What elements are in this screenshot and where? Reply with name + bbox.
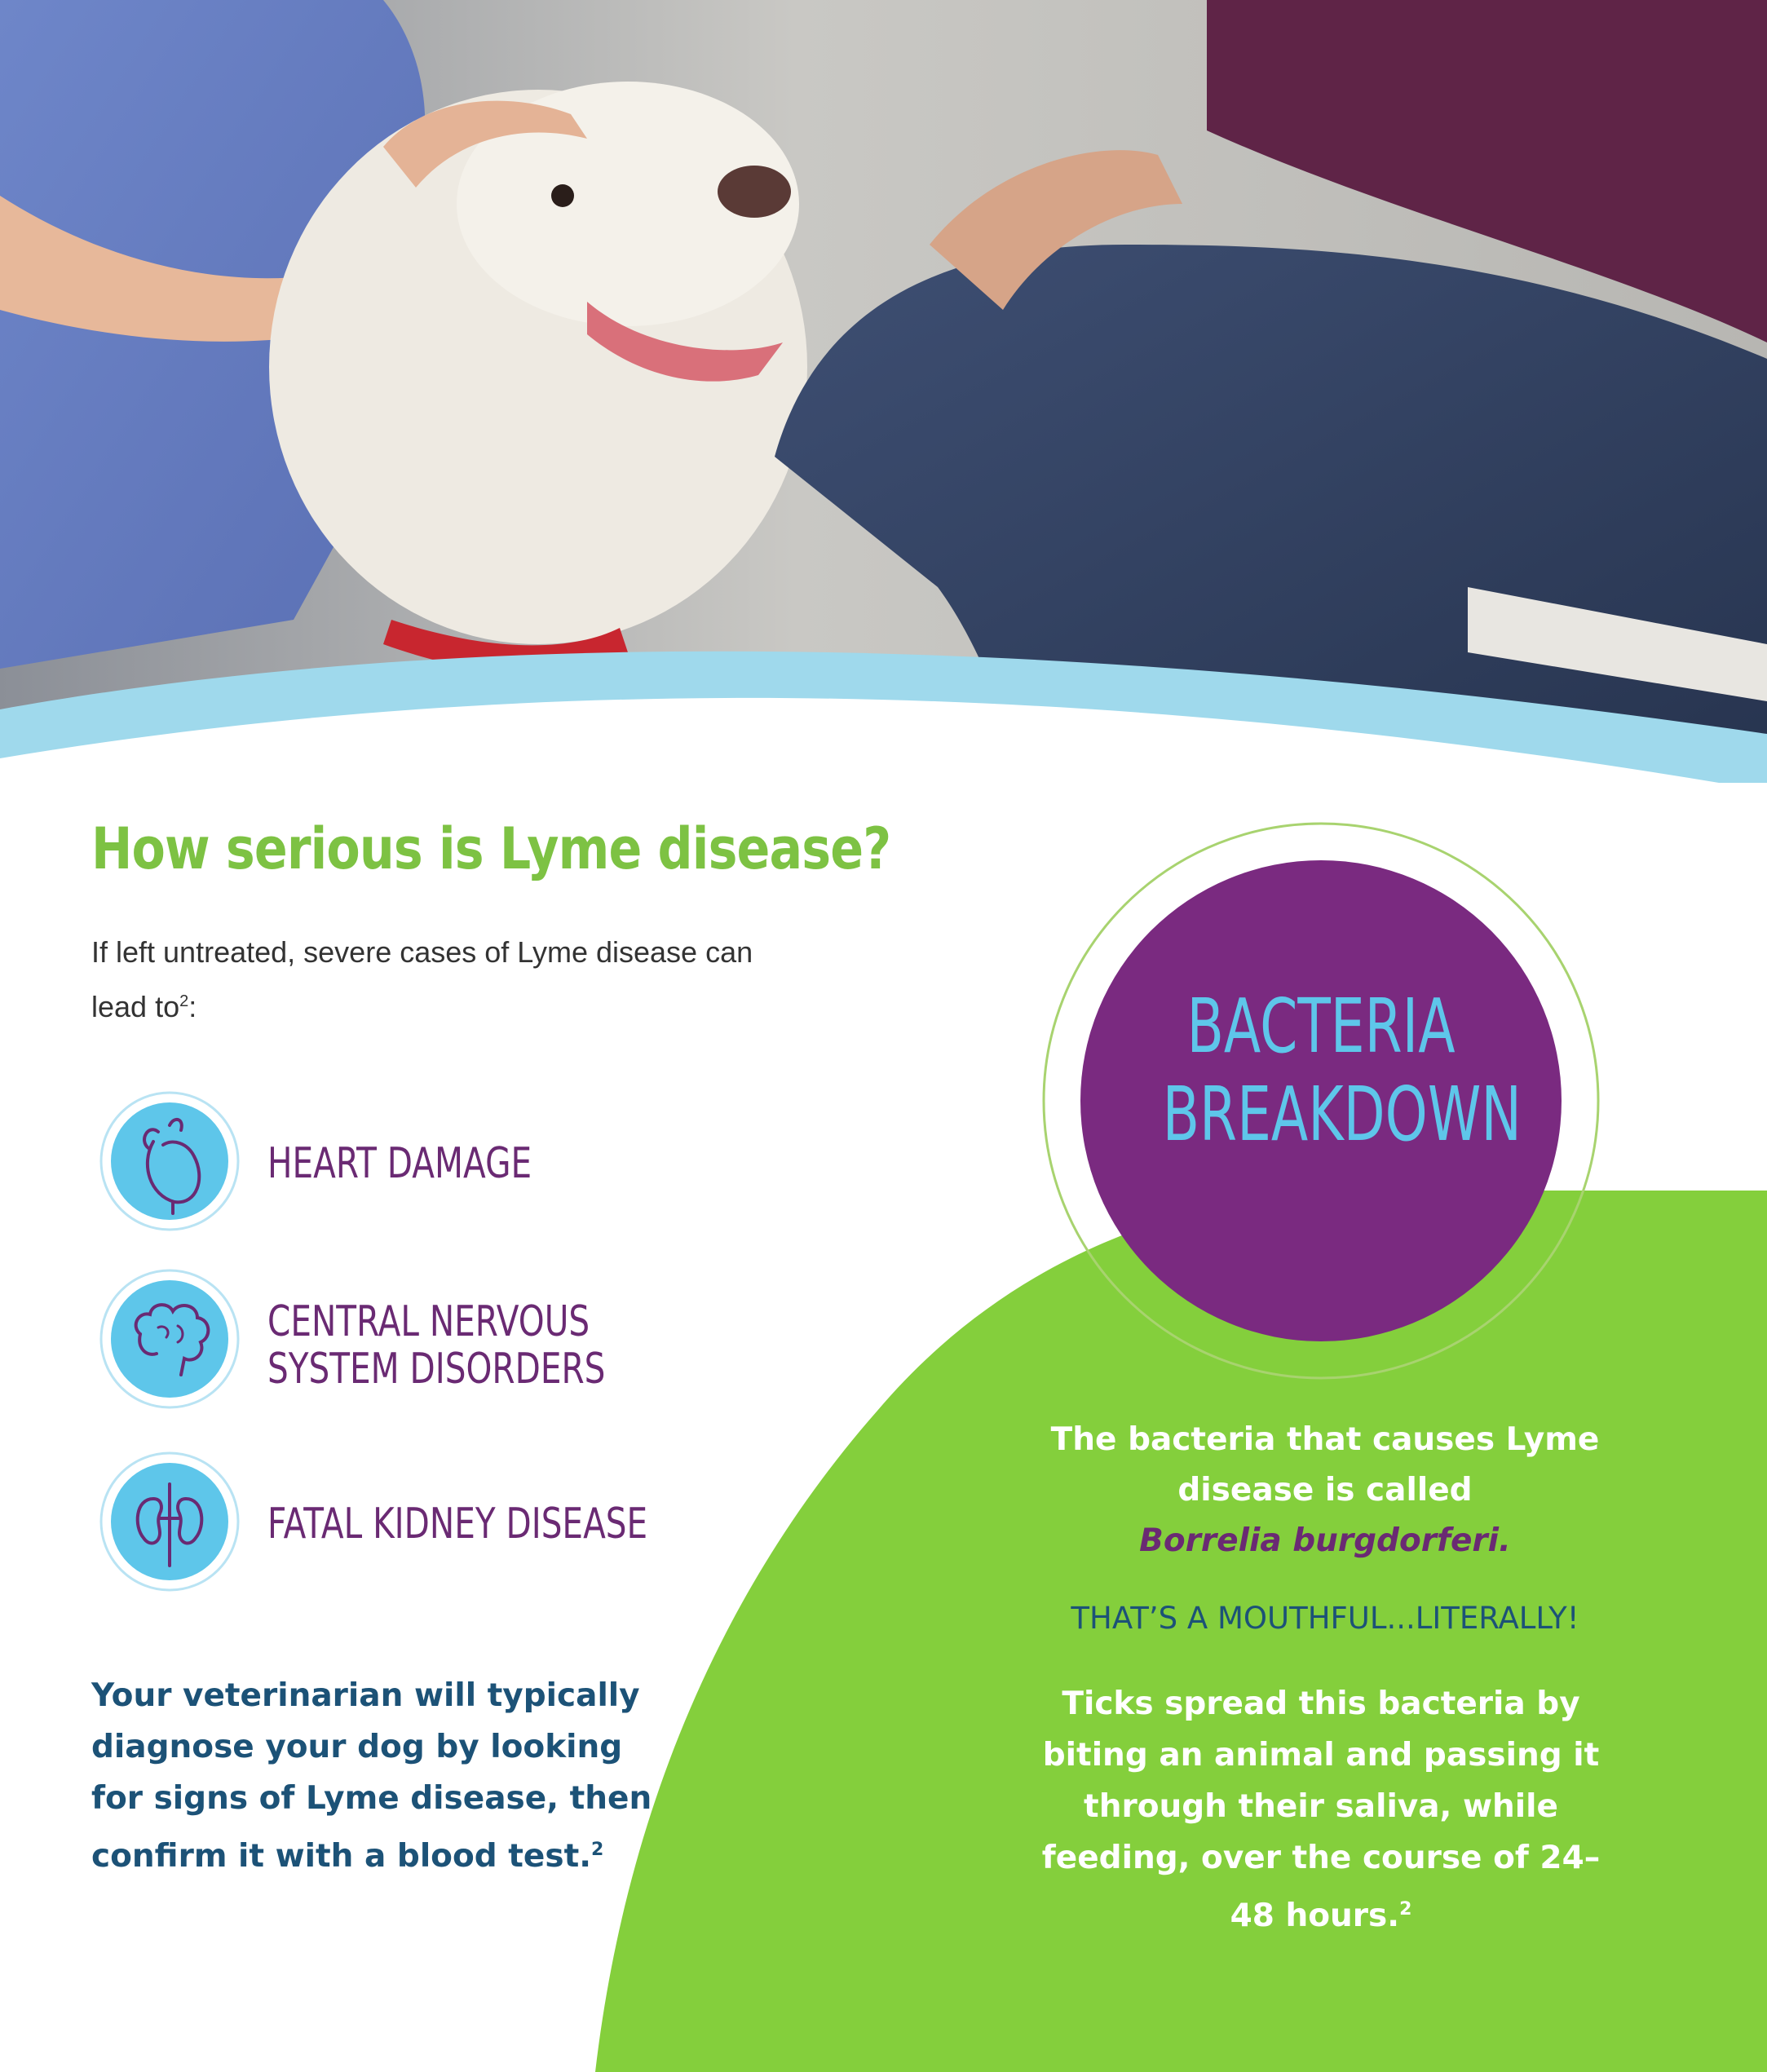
risk-heart: [99, 1091, 833, 1234]
scientific-name: Borrelia burgdorferi.: [1139, 1522, 1511, 1559]
risk-label-heart: HEART DAMAGE: [267, 1139, 532, 1188]
intro-text: If left untreated, severe cases of Lyme disease can lead $to^2$:: [91, 935, 753, 1023]
brain-icon: [99, 1269, 240, 1409]
kidney-icon: [99, 1451, 240, 1592]
risk-kidney: [99, 1451, 833, 1594]
risk-label-nervous-line2: SYSTEM DISORDERS: [267, 1345, 606, 1394]
bacteria-intro-text: The bacteria that causes Lyme disease is called: [1050, 1421, 1600, 1509]
page-title: How serious is Lyme disease?: [91, 815, 891, 882]
ticks-explanation: Ticks spread this bacteria by biting an animal and passing it through their saliva, while feeding, over the course of 24–48 hours.$^2$: [1041, 1685, 1601, 1934]
bacteria-intro: [1023, 1415, 1627, 1566]
bacteria-title-line1: BACTERIA: [1186, 983, 1456, 1070]
mouthful-callout: THAT’S A MOUTHFUL...LITERALLY!: [1071, 1601, 1579, 1636]
risk-label-nervous-line1: CENTRAL NERVOUS: [267, 1297, 590, 1346]
vet-diagnosis-note: Your veterinarian will typically diagnose your dog by looking for signs of Lyme disease, then confirm it with a blood test.$^2$: [91, 1677, 652, 1875]
risk-label-kidney: FATAL KIDNEY DISEASE: [267, 1500, 648, 1548]
bacteria-title-line2: BREAKDOWN: [1162, 1071, 1522, 1158]
risk-label-nervous: [267, 1298, 605, 1393]
bacteria-breakdown-title: [1162, 983, 1522, 1159]
risk-nervous: [99, 1269, 833, 1412]
heart-icon: [99, 1091, 240, 1231]
